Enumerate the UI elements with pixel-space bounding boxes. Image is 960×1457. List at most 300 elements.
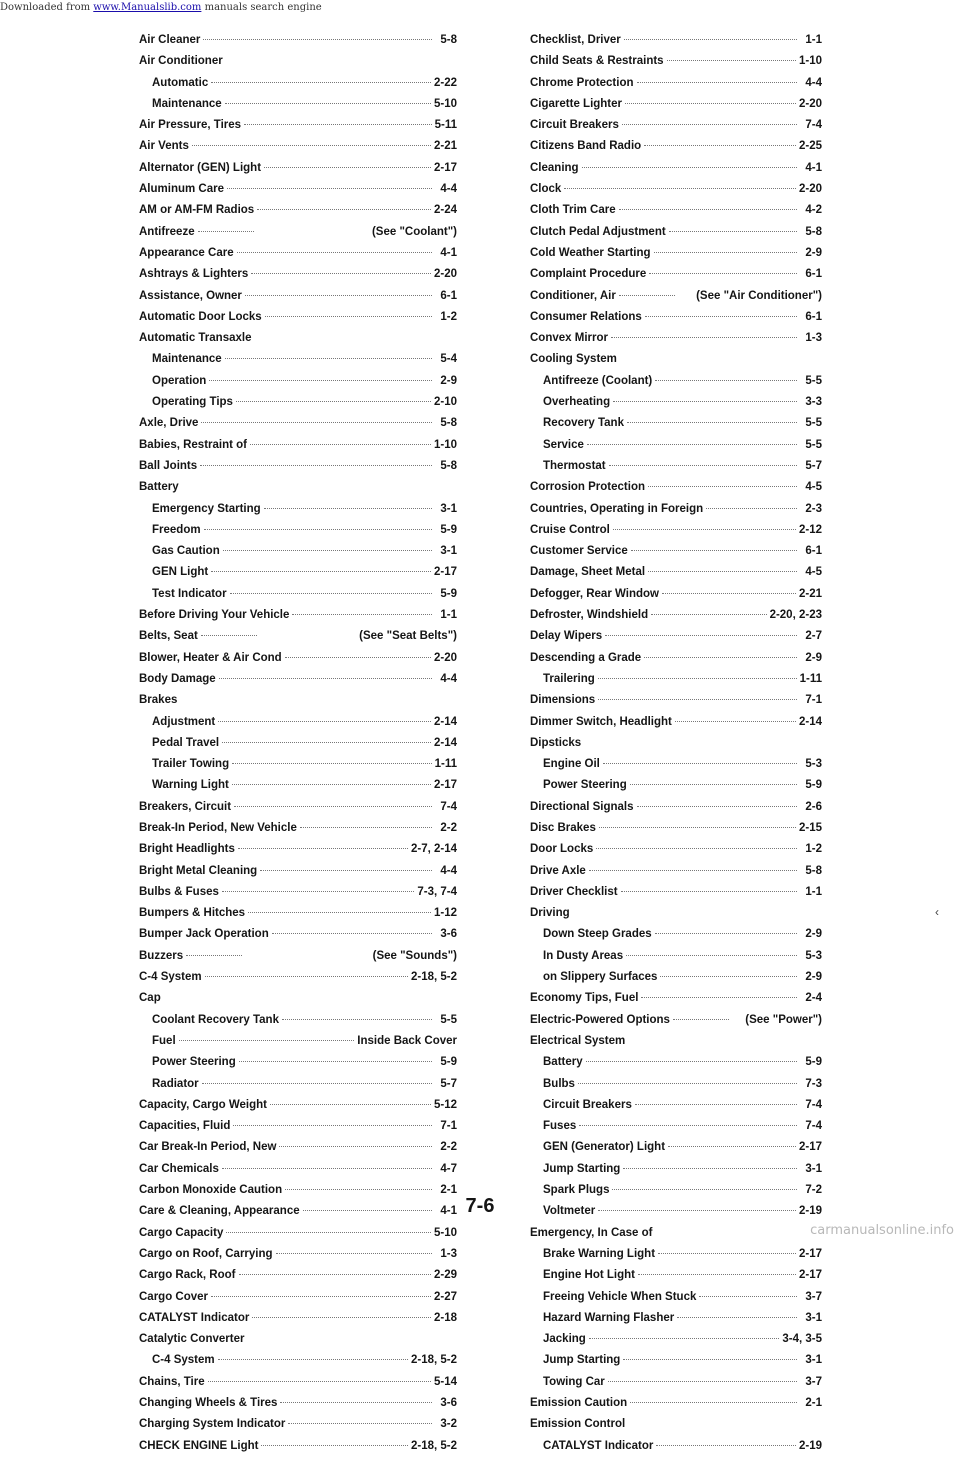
dot-leader: [630, 784, 797, 785]
entry-page: 2-20: [798, 183, 822, 196]
dot-leader: [285, 1189, 432, 1190]
dot-leader: [624, 39, 797, 40]
entry-page: 2-21: [433, 140, 457, 153]
entry-page: 2-14: [433, 736, 457, 749]
entry-text: Conditioner, Air: [530, 289, 616, 302]
entry-text: Axle, Drive: [139, 417, 199, 430]
entry-page: 5-5: [440, 1013, 457, 1026]
entry-text: Disc Brakes: [530, 821, 596, 834]
entry-text: Emission Caution: [530, 1397, 628, 1409]
dot-leader: [285, 657, 431, 658]
entry-text: Emission Control: [530, 1418, 626, 1431]
entry-text: Buzzers: [139, 949, 184, 962]
index-entry: [530, 988, 822, 1009]
dot-leader: [222, 742, 431, 743]
entry-text: Catalytic Converter: [139, 1333, 245, 1346]
entry-page: 2-1: [805, 1397, 822, 1409]
dot-leader: [619, 295, 675, 296]
dot-leader: [578, 1083, 797, 1084]
entry-page: 3-1: [440, 502, 457, 515]
page-number: 7-6: [465, 1195, 495, 1217]
index-entry: [530, 1414, 822, 1435]
entry-text: Bulbs: [543, 1077, 575, 1090]
index-entry: [139, 839, 457, 860]
index-entry: [139, 733, 457, 754]
entry-text: In Dusty Areas: [543, 949, 624, 962]
dot-leader: [239, 1061, 432, 1062]
dot-leader: [635, 1104, 797, 1105]
entry-text: Battery: [139, 481, 179, 494]
dot-leader: [186, 955, 242, 956]
dot-leader: [236, 401, 431, 402]
index-entry: [139, 1244, 457, 1265]
index-entry: [530, 924, 822, 945]
index-entry: [139, 1052, 457, 1073]
entry-page: 2-17: [433, 779, 457, 792]
entry-text: Service: [543, 438, 584, 451]
dot-leader: [656, 1445, 796, 1446]
entry-text: Defogger, Rear Window: [530, 587, 659, 600]
index-entry: [530, 520, 822, 541]
entry-page: 2-20: [433, 651, 457, 664]
entry-page: 4-4: [440, 183, 457, 196]
entry-page: 2-17: [798, 1247, 822, 1260]
dot-leader: [265, 316, 432, 317]
index-entry: [139, 669, 457, 690]
dot-leader: [245, 295, 432, 296]
dot-leader: [227, 188, 432, 189]
entry-text: Before Driving Your Vehicle: [139, 609, 290, 622]
dot-leader: [200, 465, 432, 466]
dot-leader: [222, 891, 414, 892]
entry-text: Convex Mirror: [530, 332, 608, 345]
index-entry: [139, 648, 457, 669]
entry-page: 1-1: [805, 34, 822, 46]
dot-leader: [631, 550, 797, 551]
index-entry: [530, 1074, 822, 1095]
entry-text: Ball Joints: [139, 459, 198, 472]
entry-text: Antifreeze (Coolant): [543, 374, 653, 387]
entry-page: 1-3: [805, 332, 822, 345]
entry-page: 5-9: [440, 1056, 457, 1069]
entry-text: Cleaning: [530, 161, 579, 174]
entry-page: 7-4: [805, 1120, 822, 1133]
entry-text: Cargo Capacity: [139, 1226, 224, 1239]
index-entry: [530, 222, 822, 243]
entry-text: C-4 System: [152, 1354, 215, 1367]
dot-leader: [264, 167, 431, 168]
entry-page: 3-2: [440, 1418, 457, 1431]
entry-page: (See "Air Conditioner"): [696, 289, 822, 302]
index-entry: [139, 1329, 457, 1350]
index-entry: [530, 754, 822, 775]
entry-page: 2-9: [805, 928, 822, 941]
index-entry: [530, 1223, 822, 1244]
entry-page: 5-14: [433, 1375, 457, 1388]
entry-page: 2-22: [433, 76, 457, 89]
index-entry: [139, 797, 457, 818]
dot-leader: [582, 167, 797, 168]
index-entry: [139, 1308, 457, 1329]
entry-page: 5-10: [433, 97, 457, 110]
index-entry: [530, 882, 822, 903]
index-entry: [139, 1031, 457, 1052]
entry-text: Electric-Powered Options: [530, 1013, 670, 1026]
index-entry: [530, 307, 822, 328]
index-entry: [530, 1265, 822, 1286]
entry-page: 2-20, 2-23: [769, 609, 822, 622]
entry-page: 5-10: [433, 1226, 457, 1239]
entry-page: 7-2: [805, 1184, 822, 1197]
entry-text: Changing Wheels & Tires: [139, 1397, 278, 1409]
entry-page: 5-7: [805, 459, 822, 472]
dot-leader: [234, 806, 432, 807]
entry-text: Cruise Control: [530, 523, 610, 536]
entry-text: Warning Light: [152, 779, 229, 792]
dot-leader: [699, 1296, 797, 1297]
index-entry: [530, 1287, 822, 1308]
entry-page: 2-27: [433, 1290, 457, 1303]
entry-page: 2-21: [798, 587, 822, 600]
entry-page: 2-7: [805, 630, 822, 643]
entry-text: Driver Checklist: [530, 885, 618, 898]
index-entry: [530, 967, 822, 988]
dot-leader: [589, 870, 797, 871]
entry-page: 4-1: [440, 1205, 457, 1218]
entry-page: 2-29: [433, 1269, 457, 1282]
index-entry: [139, 626, 457, 647]
index-entry: [139, 179, 457, 200]
entry-text: Dimensions: [530, 694, 596, 707]
index-entry: [139, 30, 457, 51]
dot-leader: [655, 933, 797, 934]
entry-text: Freeing Vehicle When Stuck: [543, 1290, 697, 1303]
index-entry: [139, 158, 457, 179]
entry-text: Recovery Tank: [543, 417, 624, 430]
dot-leader: [622, 124, 797, 125]
dot-leader: [603, 763, 797, 764]
entry-page: 1-12: [433, 907, 457, 920]
entry-text: Air Conditioner: [139, 55, 223, 68]
index-entry: [530, 1436, 822, 1457]
index-entry: [139, 1287, 457, 1308]
index-entry: [530, 861, 822, 882]
entry-text: Spark Plugs: [543, 1184, 610, 1197]
entry-page: 5-9: [440, 523, 457, 536]
dot-leader: [621, 891, 797, 892]
index-entry: [139, 349, 457, 370]
entry-text: Economy Tips, Fuel: [530, 992, 639, 1005]
entry-text: Bumpers & Hitches: [139, 907, 246, 920]
entry-page: 3-1: [805, 1162, 822, 1175]
entry-page: 3-1: [440, 545, 457, 558]
entry-page: 6-1: [805, 268, 822, 281]
index-entry: [139, 1265, 457, 1286]
entry-text: Driving: [530, 907, 570, 920]
entry-text: Power Steering: [152, 1056, 236, 1069]
dot-leader: [626, 955, 797, 956]
entry-text: Maintenance: [152, 97, 222, 110]
entry-page: 2-2: [440, 1141, 457, 1154]
entry-page: 5-8: [440, 34, 457, 46]
entry-text: Body Damage: [139, 672, 216, 685]
entry-page: 5-8: [440, 459, 457, 472]
entry-page: 3-4, 3-5: [782, 1333, 822, 1346]
entry-text: CATALYST Indicator: [543, 1439, 654, 1452]
entry-page: 7-4: [440, 800, 457, 813]
index-entry: [139, 520, 457, 541]
entry-page: 2-7, 2-14: [410, 843, 457, 856]
entry-text: Bright Metal Cleaning: [139, 864, 258, 877]
entry-page: 2-19: [798, 1439, 822, 1452]
index-entry: [530, 797, 822, 818]
download-banner: [0, 0, 960, 16]
entry-text: Cooling System: [530, 353, 617, 366]
entry-text: Maintenance: [152, 353, 222, 366]
dot-leader: [208, 1381, 431, 1382]
entry-page: 5-9: [805, 1056, 822, 1069]
index-entry: [139, 712, 457, 733]
dot-leader: [276, 1253, 432, 1254]
entry-page: 7-4: [805, 119, 822, 132]
entry-page: 1-3: [440, 1247, 457, 1260]
dot-leader: [270, 1104, 431, 1105]
entry-text: CATALYST Indicator: [139, 1311, 250, 1324]
index-entry: [530, 499, 822, 520]
entry-page: 6-1: [805, 310, 822, 323]
entry-text: Emergency Starting: [152, 502, 261, 515]
entry-text: Customer Service: [530, 545, 628, 558]
entry-page: 2-20: [798, 97, 822, 110]
index-entry: [139, 264, 457, 285]
index-entry: [530, 1031, 822, 1052]
dot-leader: [637, 82, 797, 83]
dot-leader: [645, 316, 797, 317]
entry-page: 5-8: [440, 417, 457, 430]
dot-leader: [612, 1189, 797, 1190]
dot-leader: [605, 635, 797, 636]
index-entry: [530, 349, 822, 370]
entry-page: 7-1: [440, 1120, 457, 1133]
entry-text: Trailering: [543, 672, 595, 685]
entry-text: Trailer Towing: [152, 758, 230, 771]
index-entry: [530, 286, 822, 307]
index-entry: [530, 605, 822, 626]
index-entry: [530, 1244, 822, 1265]
index-entry: [139, 477, 457, 498]
dot-leader: [579, 1125, 797, 1126]
entry-text: Checklist, Driver: [530, 34, 621, 46]
entry-text: Carbon Monoxide Caution: [139, 1184, 283, 1197]
dot-leader: [218, 721, 431, 722]
index-entry: [530, 562, 822, 583]
dot-leader: [225, 103, 431, 104]
entry-page: 5-9: [440, 587, 457, 600]
dot-leader: [272, 933, 432, 934]
dot-leader: [641, 997, 797, 998]
index-entry: [530, 1308, 822, 1329]
entry-page: (See "Power"): [745, 1013, 822, 1026]
entry-page: 4-4: [440, 672, 457, 685]
dot-leader: [288, 1423, 432, 1424]
entry-text: Citizens Band Radio: [530, 140, 642, 153]
entry-text: Complaint Procedure: [530, 268, 647, 281]
entry-page: 6-1: [805, 545, 822, 558]
index-entry: [139, 136, 457, 157]
entry-text: Brakes: [139, 694, 178, 707]
entry-page: 7-1: [805, 694, 822, 707]
entry-page: 2-15: [798, 821, 822, 834]
entry-page: 2-1: [440, 1184, 457, 1197]
entry-page: 4-4: [805, 76, 822, 89]
dot-leader: [613, 529, 796, 530]
entry-page: 3-7: [805, 1290, 822, 1303]
dot-leader: [300, 827, 432, 828]
entry-text: Dipsticks: [530, 736, 582, 749]
entry-text: C-4 System: [139, 971, 202, 984]
dot-leader: [201, 635, 257, 636]
entry-page: 5-5: [805, 417, 822, 430]
entry-text: Fuel: [152, 1034, 176, 1047]
entry-text: Engine Oil: [543, 758, 600, 771]
dot-leader: [250, 444, 431, 445]
entry-page: 3-3: [805, 396, 822, 409]
index-entry: [139, 435, 457, 456]
entry-page: 2-2: [440, 821, 457, 834]
entry-text: Air Cleaner: [139, 34, 201, 46]
dot-leader: [660, 976, 797, 977]
dot-leader: [251, 273, 431, 274]
index-entry: [139, 286, 457, 307]
entry-text: Hazard Warning Flasher: [543, 1311, 675, 1324]
dot-leader: [202, 1083, 432, 1084]
index-entry: [530, 30, 822, 51]
dot-leader: [677, 1317, 797, 1318]
dot-leader: [668, 1146, 796, 1147]
dot-leader: [630, 1402, 797, 1403]
dot-leader: [222, 1168, 432, 1169]
dot-leader: [669, 231, 797, 232]
entry-page: 2-17: [798, 1269, 822, 1282]
dot-leader: [232, 763, 432, 764]
entry-text: Bright Headlights: [139, 843, 235, 856]
dot-leader: [706, 508, 797, 509]
dot-leader: [257, 209, 431, 210]
dot-leader: [673, 1019, 729, 1020]
dot-leader: [211, 571, 431, 572]
index-entry: [530, 371, 822, 392]
dot-leader: [230, 593, 432, 594]
index-entry: [530, 1010, 822, 1031]
entry-page: 7-3, 7-4: [417, 885, 457, 898]
entry-page: 3-1: [805, 1354, 822, 1367]
dot-leader: [261, 1445, 407, 1446]
entry-text: Capacities, Fluid: [139, 1120, 231, 1133]
entry-page: 4-7: [440, 1162, 457, 1175]
entry-text: Break-In Period, New Vehicle: [139, 821, 297, 834]
index-column-right: [530, 30, 822, 1457]
entry-page: 2-19: [798, 1205, 822, 1218]
index-entry: [139, 818, 457, 839]
entry-page: 2-18, 5-2: [410, 1354, 457, 1367]
index-entry: [139, 1159, 457, 1180]
entry-page: 2-20: [433, 268, 457, 281]
index-entry: [139, 243, 457, 264]
entry-page: 1-11: [434, 758, 457, 771]
index-entry: [530, 136, 822, 157]
dot-leader: [596, 848, 797, 849]
dot-leader: [586, 1061, 797, 1062]
dot-leader: [644, 657, 797, 658]
index-entry: [139, 988, 457, 1009]
entry-text: Ashtrays & Lighters: [139, 268, 249, 281]
index-entry: [139, 1436, 457, 1457]
index-entry: [139, 200, 457, 221]
index-entry: [530, 1159, 822, 1180]
index-entry: [139, 115, 457, 136]
entry-page: 2-24: [433, 204, 457, 217]
index-entry: [139, 1350, 457, 1371]
entry-text: Cargo on Roof, Carrying: [139, 1247, 273, 1260]
entry-text: Battery: [543, 1056, 583, 1069]
dot-leader: [219, 678, 432, 679]
manualslib-link[interactable]: www.Manualslib.com: [93, 2, 202, 13]
entry-page: 1-10: [433, 438, 457, 451]
entry-page: 6-1: [440, 289, 457, 302]
entry-text: Test Indicator: [152, 587, 227, 600]
entry-text: Clutch Pedal Adjustment: [530, 225, 666, 238]
entry-page: 7-3: [805, 1077, 822, 1090]
index-entry: [139, 924, 457, 945]
index-entry: [139, 903, 457, 924]
entry-text: Towing Car: [543, 1375, 605, 1388]
entry-text: Car Chemicals: [139, 1162, 219, 1175]
index-entry: [530, 115, 822, 136]
dot-leader: [292, 614, 432, 615]
entry-page: 7-4: [805, 1098, 822, 1111]
entry-page: 5-12: [433, 1098, 457, 1111]
entry-text: Belts, Seat: [139, 630, 198, 643]
dot-leader: [282, 1019, 432, 1020]
entry-text: Corrosion Protection: [530, 481, 646, 494]
dot-leader: [564, 188, 796, 189]
entry-page: 5-3: [805, 949, 822, 962]
entry-text: Breakers, Circuit: [139, 800, 232, 813]
index-entry: [530, 648, 822, 669]
entry-text: Bumper Jack Operation: [139, 928, 269, 941]
entry-text: Cap: [139, 992, 161, 1005]
dot-leader: [260, 870, 432, 871]
entry-page: 2-6: [805, 800, 822, 813]
entry-text: Assistance, Owner: [139, 289, 242, 302]
entry-text: AM or AM-FM Radios: [139, 204, 255, 217]
index-entry: [530, 946, 822, 967]
entry-text: Blower, Heater & Air Cond: [139, 651, 282, 664]
entry-text: Emergency, In Case of: [530, 1226, 653, 1239]
entry-page: 4-4: [440, 864, 457, 877]
dot-leader: [209, 380, 432, 381]
entry-page: 2-17: [798, 1141, 822, 1154]
index-entry: [139, 1393, 457, 1414]
index-entry: [530, 94, 822, 115]
entry-text: Fuses: [543, 1120, 577, 1133]
entry-text: Antifreeze: [139, 225, 195, 238]
dot-leader: [280, 1402, 432, 1403]
dot-leader: [649, 273, 797, 274]
entry-page: 2-18, 5-2: [410, 1439, 457, 1452]
index-entry: [530, 51, 822, 72]
scan-mark: ‹: [935, 905, 939, 919]
